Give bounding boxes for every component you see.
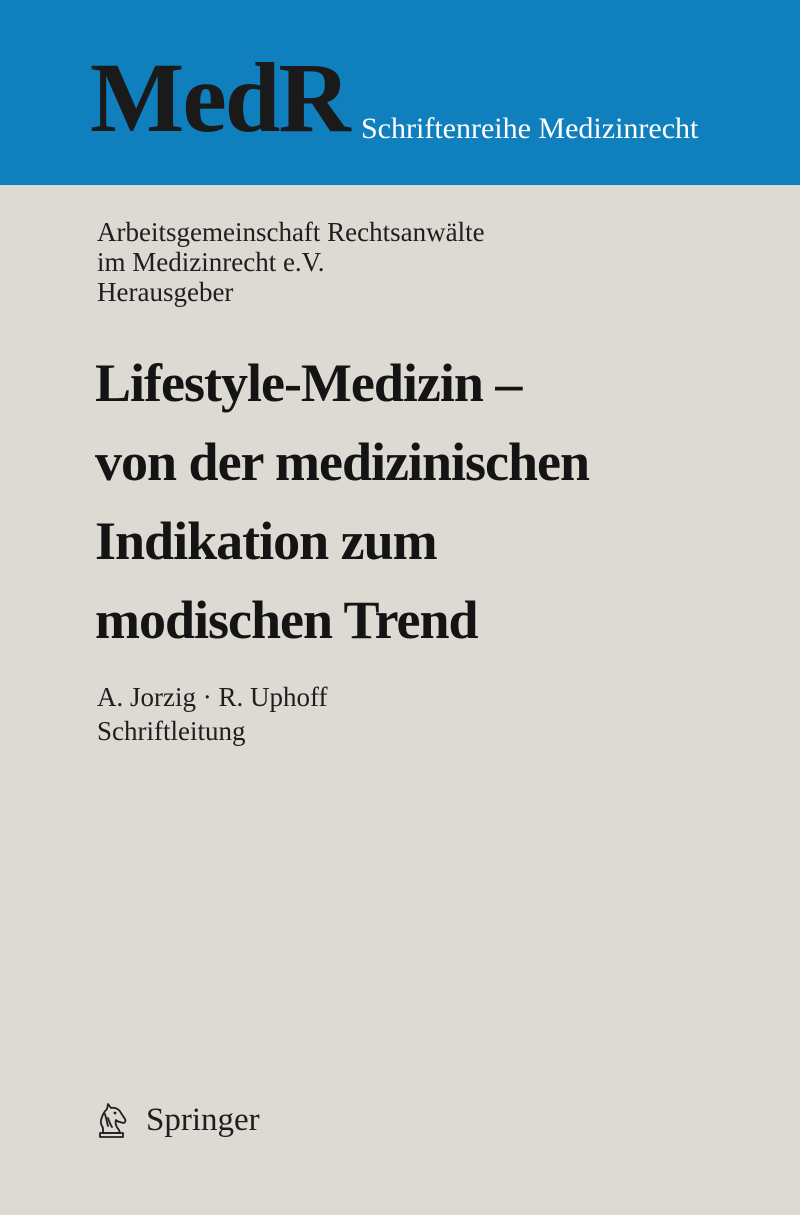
editor-role: Herausgeber (97, 277, 234, 307)
title-line-4: modischen Trend (95, 590, 478, 650)
authors-block (97, 680, 327, 748)
editor-name-line-1: Arbeitsgemeinschaft Rechtsanwälte (97, 217, 485, 247)
series-banner (0, 0, 800, 185)
title-line-3: Indikation zum (95, 511, 437, 571)
author-names: A. Jorzig · R. Uphoff (97, 682, 328, 712)
editor-block (97, 217, 485, 307)
series-name: Schriftenreihe Medizinrecht (361, 112, 699, 145)
editor-name-line-2: im Medizinrecht e.V. (97, 247, 325, 277)
title-line-1: Lifestyle-Medizin – (95, 353, 522, 413)
author-role: Schriftleitung (97, 716, 246, 746)
series-logo: MedR (90, 42, 349, 153)
springer-knight-icon (90, 1098, 134, 1142)
publisher-imprint (90, 1098, 260, 1142)
title-line-2: von der medizinischen (95, 432, 590, 492)
book-title (95, 344, 589, 660)
publisher-name: Springer (146, 1102, 260, 1138)
